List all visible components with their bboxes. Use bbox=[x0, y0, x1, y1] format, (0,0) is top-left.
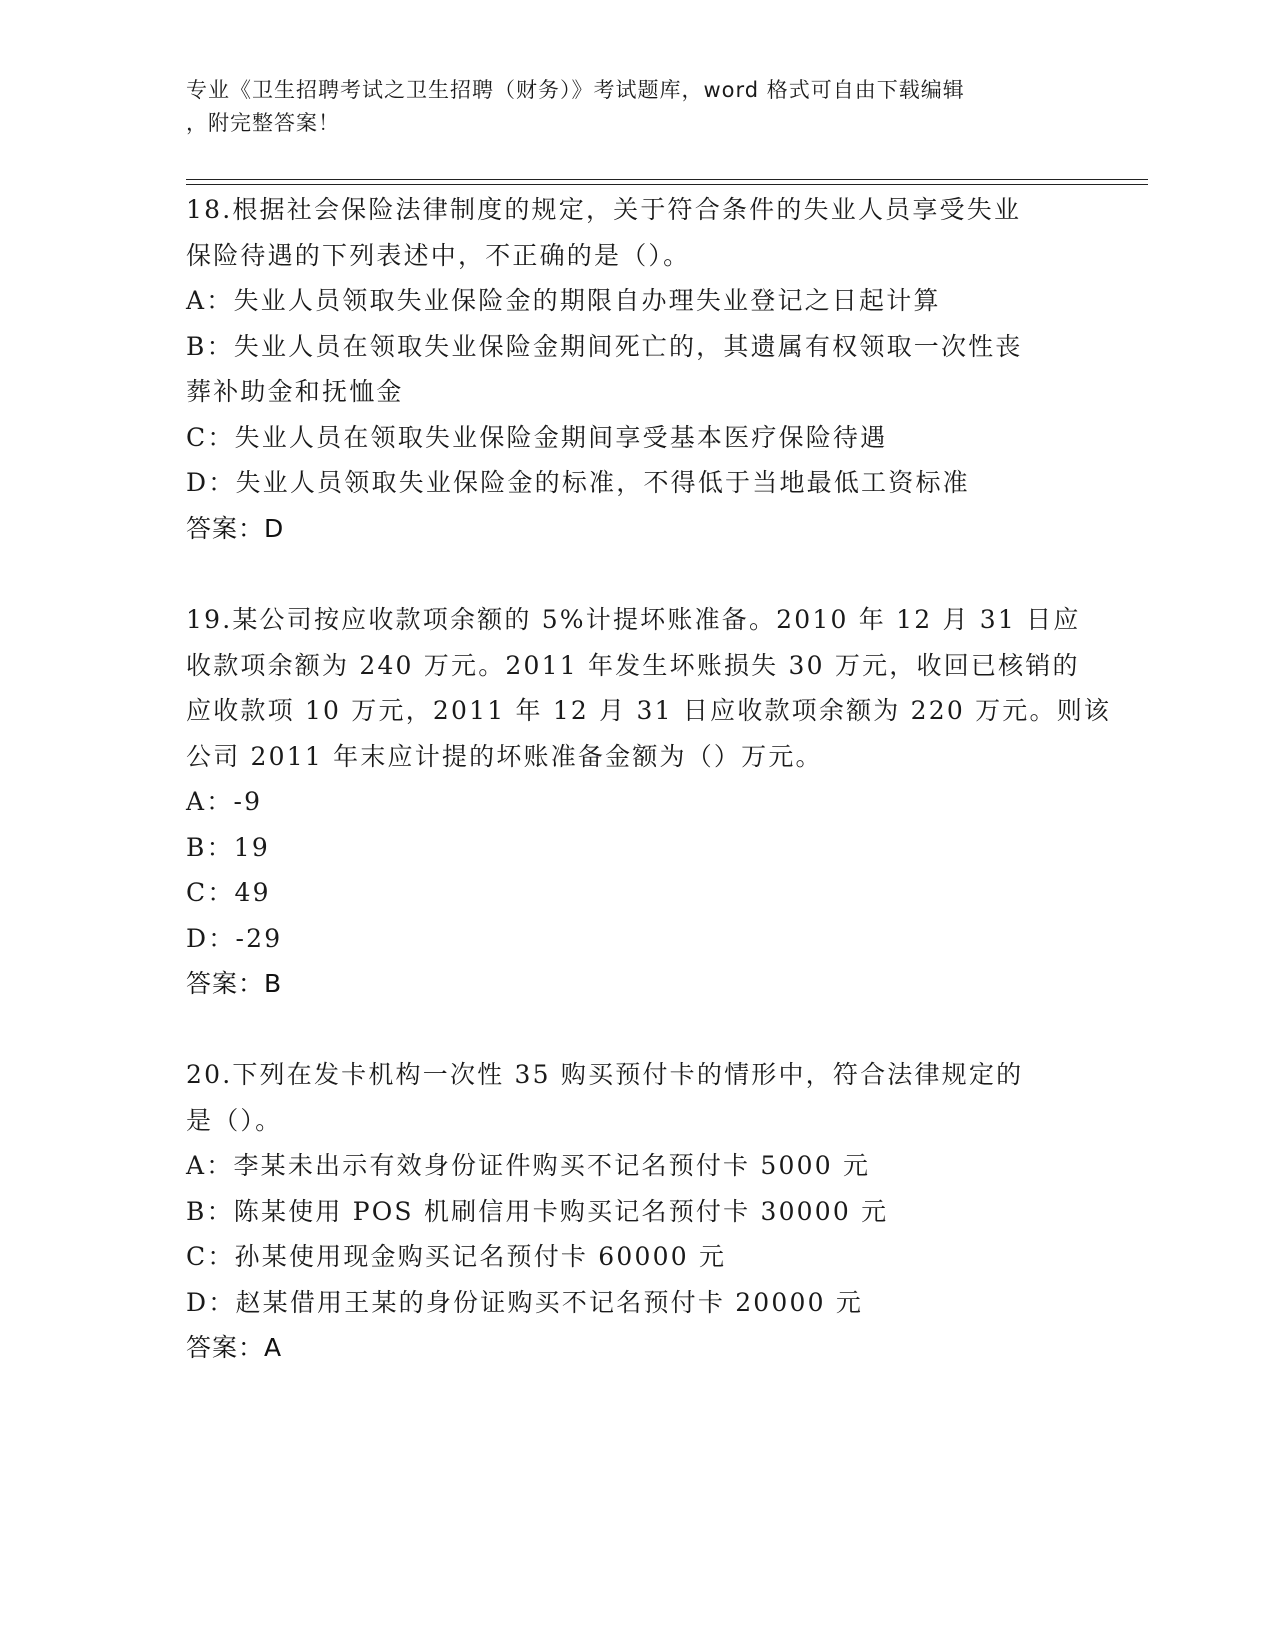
question-stem-line: 应收款项 10 万元，2011 年 12 月 31 日应收款项余额为 220 万元。则该 bbox=[186, 696, 1112, 725]
question-stem-line: 收款项余额为 240 万元。2011 年发生坏账损失 30 万元，收回已核销的 bbox=[186, 650, 1080, 680]
question-stem-line: 是（）。 bbox=[186, 1105, 283, 1135]
option-a: A：-9 bbox=[186, 787, 263, 816]
question-stem-line: 18.根据社会保险法律制度的规定，关于符合条件的失业人员享受失业 bbox=[186, 195, 1022, 224]
option-b: B：失业人员在领取失业保险金期间死亡的，其遗属有权领取一次性丧 bbox=[186, 331, 1023, 361]
option-a: A：李某未出示有效身份证件购买不记名预付卡 5000 元 bbox=[186, 1151, 871, 1180]
option-c: C：失业人员在领取失业保险金期间享受基本医疗保险待遇 bbox=[186, 422, 888, 452]
option-b: B：陈某使用 POS 机刷信用卡购买记名预付卡 30000 元 bbox=[186, 1196, 889, 1226]
question-19 bbox=[186, 597, 1112, 1007]
option-b: B：19 bbox=[186, 832, 270, 862]
answer-line: 答案：B bbox=[186, 969, 283, 998]
option-d: D：失业人员领取失业保险金的标准，不得低于当地最低工资标准 bbox=[186, 468, 970, 497]
question-stem-line: 20.下列在发卡机构一次性 35 购买预付卡的情形中，符合法律规定的 bbox=[186, 1060, 1024, 1089]
option-c: C：49 bbox=[186, 878, 271, 907]
document-header bbox=[186, 74, 1066, 140]
header-line-2: ，附完整答案！ bbox=[186, 111, 340, 135]
option-d: D：赵某借用王某的身份证购买不记名预付卡 20000 元 bbox=[186, 1287, 864, 1317]
header-divider bbox=[186, 179, 1148, 185]
answer-line: 答案：A bbox=[186, 1333, 283, 1362]
question-stem-line: 保险待遇的下列表述中，不正确的是（）。 bbox=[186, 240, 691, 270]
answer-line: 答案：D bbox=[186, 513, 285, 543]
header-line-1: 专业《卫生招聘考试之卫生招聘（财务）》考试题库，word 格式可自由下载编辑 bbox=[186, 78, 965, 102]
question-stem-line: 19.某公司按应收款项余额的 5%计提坏账准备。2010 年 12 月 31 日应 bbox=[186, 605, 1081, 634]
question-18 bbox=[186, 187, 1086, 551]
option-b-continued: 葬补助金和抚恤金 bbox=[186, 377, 404, 406]
question-20 bbox=[186, 1052, 1086, 1371]
question-stem-line: 公司 2011 年末应计提的坏账准备金额为（）万元。 bbox=[186, 741, 823, 771]
option-a: A：失业人员领取失业保险金的期限自办理失业登记之日起计算 bbox=[186, 286, 941, 315]
option-d: D：-29 bbox=[186, 923, 283, 953]
option-c: C：孙某使用现金购买记名预付卡 60000 元 bbox=[186, 1242, 727, 1271]
